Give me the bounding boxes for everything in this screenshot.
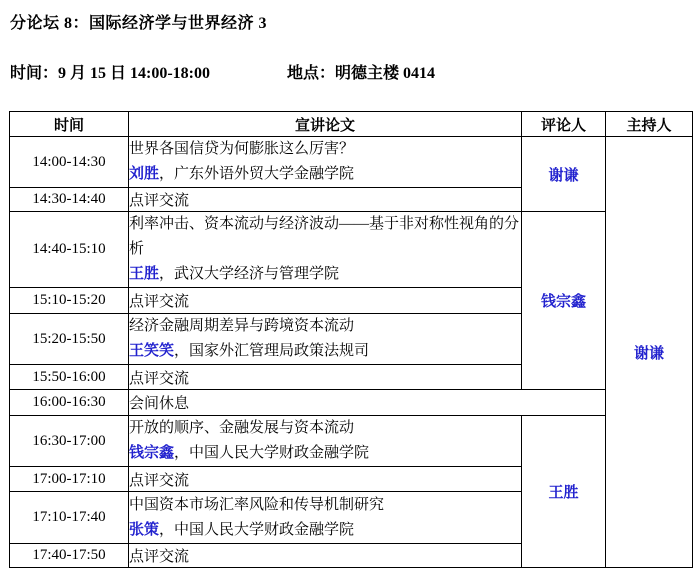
- time-slot: 17:10-17:40: [10, 492, 129, 544]
- paper-title: 开放的顺序、金融发展与资本流动: [129, 420, 355, 436]
- paper-author-line: [129, 162, 521, 187]
- discussion-cell: 点评交流: [129, 288, 522, 314]
- paper-cell: [129, 314, 522, 365]
- table-row: [10, 416, 693, 467]
- paper-author-line: [129, 339, 521, 364]
- paper-title: 经济金融周期差异与跨境资本流动: [129, 318, 355, 334]
- col-header-chair: 主持人: [606, 112, 693, 137]
- commentator-cell: 谢谦: [522, 137, 606, 212]
- paper-title: 中国资本市场汇率风险和传导机制研究: [129, 496, 385, 513]
- schedule-table: [9, 111, 693, 568]
- chair-cell: 谢谦: [606, 137, 693, 568]
- presenter-affiliation: ，中国人民大学财政金融学院: [159, 521, 355, 538]
- commentator-cell: 钱宗鑫: [522, 212, 606, 390]
- time-slot: 16:00-16:30: [10, 390, 129, 416]
- table-row: [10, 390, 693, 416]
- session-time: 时间：9 月 15 日 14:00-18:00: [10, 65, 210, 82]
- time-slot: 14:30-14:40: [10, 188, 129, 212]
- presenter-name: 刘胜: [129, 166, 160, 182]
- time-slot: 15:50-16:00: [10, 365, 129, 390]
- presenter-name: 张策: [129, 521, 160, 538]
- paper-author-line: [129, 518, 521, 543]
- presenter-name: 王胜: [129, 266, 160, 282]
- time-slot: 16:30-17:00: [10, 416, 129, 467]
- paper-author-line: [129, 262, 521, 287]
- presenter-affiliation: ，武汉大学经济与管理学院: [159, 266, 340, 282]
- table-row: [10, 212, 693, 288]
- header-row: [10, 112, 693, 137]
- paper-cell: [129, 212, 522, 288]
- time-slot: 14:40-15:10: [10, 212, 129, 288]
- col-header-time: 时间: [10, 112, 129, 137]
- commentator-cell: 王胜: [522, 416, 606, 568]
- paper-cell: [129, 492, 522, 544]
- page-title: 分论坛 8：国际经济学与世界经济 3: [10, 15, 268, 32]
- col-header-paper: 宣讲论文: [129, 112, 522, 137]
- presenter-name: 王笑笑: [129, 343, 175, 359]
- col-header-commentator: 评论人: [522, 112, 606, 137]
- discussion-cell: 点评交流: [129, 188, 522, 212]
- paper-title: 世界各国信贷为何膨胀这么厉害？: [129, 141, 355, 157]
- paper-title: 利率冲击、资本流动与经济波动——基于非对称性视角的分析: [129, 216, 520, 257]
- session-location: 地点：明德主楼 0414: [287, 65, 436, 82]
- paper-author-line: [129, 441, 521, 466]
- time-slot: 15:10-15:20: [10, 288, 129, 314]
- table-row: [10, 137, 693, 188]
- time-slot: 17:00-17:10: [10, 467, 129, 492]
- break-cell: 会间休息: [129, 390, 606, 416]
- presenter-affiliation: ，中国人民大学财政金融学院: [174, 445, 370, 461]
- paper-cell: [129, 416, 522, 467]
- time-slot: 15:20-15:50: [10, 314, 129, 365]
- paper-cell: [129, 137, 522, 188]
- discussion-cell: 点评交流: [129, 365, 522, 390]
- discussion-cell: 点评交流: [129, 544, 522, 568]
- time-slot: 17:40-17:50: [10, 544, 129, 568]
- presenter-name: 钱宗鑫: [129, 445, 175, 461]
- presenter-affiliation: ，国家外汇管理局政策法规司: [174, 343, 370, 359]
- discussion-cell: 点评交流: [129, 467, 522, 492]
- presenter-affiliation: ，广东外语外贸大学金融学院: [159, 166, 355, 182]
- time-slot: 14:00-14:30: [10, 137, 129, 188]
